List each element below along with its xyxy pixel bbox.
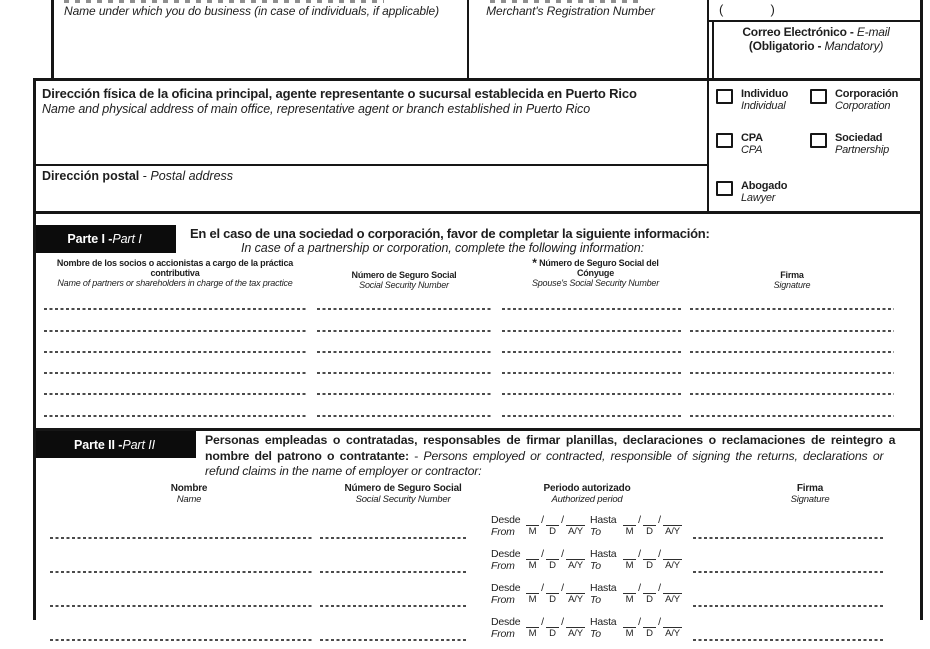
date-blank[interactable]: [623, 514, 636, 526]
part1-col-signature-header: Firma Signature: [773, 270, 811, 290]
part2-description: Personas empleadas o contratadas, responsables de firmar planillas, declaraciones o reclamaciones de reintegro a nombre del patrono o contratante: - Persons employed or contracted, responsible of signing the returns, declarations or refund claims in the name of employer or contractor:: [205, 433, 896, 479]
date-blank[interactable]: [643, 582, 656, 594]
form-outer-border: [33, 78, 36, 620]
employee-name-line[interactable]: [50, 639, 314, 641]
date-blank[interactable]: [546, 514, 559, 526]
cell-border: [33, 164, 709, 166]
part2-row: [0, 513, 930, 547]
entity-option-sociedad: Sociedad Partnership: [810, 132, 889, 156]
date-blank[interactable]: [526, 582, 539, 594]
to-label: To: [590, 628, 601, 640]
ssn-line[interactable]: [317, 415, 492, 417]
business-name-label: Name under which you do business (in case of individuals, if applicable): [64, 4, 440, 18]
physical-address-label-es: Dirección física de la oficina principal, agente representante o sucursal establecida en Puerto Rico: [42, 86, 637, 101]
spouse-ssn-line[interactable]: [502, 372, 682, 374]
part1-row: [44, 355, 894, 376]
part1-row: [44, 291, 894, 312]
part1-row: [44, 312, 894, 333]
part1-section-label: Parte I - Part I: [33, 225, 176, 253]
partner-name-line[interactable]: [44, 393, 306, 395]
ssn-line[interactable]: [317, 308, 492, 310]
email-mandatory-label: (Obligatorio - Mandatory): [748, 39, 884, 53]
date-blank[interactable]: [663, 548, 682, 560]
clipped-text-remnant: [490, 0, 640, 3]
authorized-period-field: Desde / / Hasta / / From M D A/Y To M D A/Y: [491, 548, 683, 572]
phone-input-area[interactable]: ( ): [719, 2, 776, 17]
employee-ssn-line[interactable]: [320, 537, 466, 539]
postal-address-label: Dirección postal - Postal address: [42, 169, 234, 183]
hasta-label: Hasta: [590, 514, 617, 526]
spouse-ssn-line[interactable]: [502, 308, 682, 310]
date-blank[interactable]: [566, 548, 585, 560]
employee-name-line[interactable]: [50, 605, 314, 607]
from-label: From: [491, 594, 515, 606]
signature-line[interactable]: [690, 330, 894, 332]
desde-label: Desde: [491, 514, 521, 526]
sociedad-label: Sociedad: [835, 132, 883, 144]
date-blank[interactable]: [663, 582, 682, 594]
individuo-label: Individuo: [741, 88, 789, 100]
part1-col-ssn-header: Número de Seguro Social Social Security Number: [351, 270, 457, 290]
employee-signature-line[interactable]: [693, 605, 885, 607]
part1-row: [44, 376, 894, 397]
employee-signature-line[interactable]: [693, 639, 885, 641]
physical-address-label-en: Name and physical address of main office, representative agent or branch established in Puerto Rico: [42, 102, 591, 116]
part2-col-ssn-header: Número de Seguro Social Social Security Number: [344, 483, 462, 505]
part1-col-partners-header: Nombre de los socios o accionistas a cargo de la práctica contributiva Name of partners or shareholders in charge of the tax practice: [56, 258, 294, 288]
employee-name-line[interactable]: [50, 571, 314, 573]
part1-rows: [44, 291, 894, 419]
email-label: Correo Electrónico - E-mail: [742, 25, 890, 39]
to-label: To: [590, 560, 601, 572]
spouse-ssn-line[interactable]: [502, 415, 682, 417]
part2-rows: [0, 513, 930, 649]
entity-option-abogado: Abogado Lawyer: [716, 180, 787, 204]
merchant-registration-label: Merchant's Registration Number: [486, 4, 655, 18]
part2-row: [0, 615, 930, 649]
desde-label: Desde: [491, 616, 521, 628]
signature-line[interactable]: [690, 308, 894, 310]
cpa-checkbox[interactable]: [716, 133, 733, 148]
part1-row: [44, 334, 894, 355]
date-blank[interactable]: [526, 616, 539, 628]
date-blank[interactable]: [546, 548, 559, 560]
cell-border: [51, 0, 54, 79]
clipped-text-remnant: [64, 0, 384, 3]
ssn-line[interactable]: [317, 372, 492, 374]
cell-border: [707, 0, 709, 213]
partner-name-line[interactable]: [44, 330, 306, 332]
partner-name-line[interactable]: [44, 415, 306, 417]
part2-col-signature-header: Firma Signature: [790, 483, 830, 505]
spouse-ssn-line[interactable]: [502, 330, 682, 332]
partner-name-line[interactable]: [44, 308, 306, 310]
desde-label: Desde: [491, 582, 521, 594]
signature-line[interactable]: [690, 372, 894, 374]
sociedad-checkbox[interactable]: [810, 133, 827, 148]
signature-line[interactable]: [690, 351, 894, 353]
spouse-ssn-line[interactable]: [502, 351, 682, 353]
partner-name-line[interactable]: [44, 351, 306, 353]
individuo-checkbox[interactable]: [716, 89, 733, 104]
hasta-label: Hasta: [590, 582, 617, 594]
from-label: From: [491, 560, 515, 572]
date-blank[interactable]: [643, 514, 656, 526]
date-blank[interactable]: [623, 548, 636, 560]
spouse-ssn-line[interactable]: [502, 393, 682, 395]
authorized-period-field: Desde / / Hasta / / From M D A/Y To M D A/Y: [491, 514, 683, 538]
corporacion-checkbox[interactable]: [810, 89, 827, 104]
authorized-period-field: Desde / / Hasta / / From M D A/Y To M D A/Y: [491, 616, 683, 640]
date-blank[interactable]: [566, 616, 585, 628]
employee-ssn-line[interactable]: [320, 605, 466, 607]
form-outer-border: [920, 0, 923, 620]
employee-signature-line[interactable]: [693, 571, 885, 573]
partner-name-line[interactable]: [44, 372, 306, 374]
hasta-label: Hasta: [590, 548, 617, 560]
ssn-line[interactable]: [317, 351, 492, 353]
section-divider: [33, 211, 923, 214]
part2-col-name-header: Nombre Name: [170, 483, 208, 505]
corporacion-label: Corporación: [835, 88, 899, 100]
authorized-period-field: Desde / / Hasta / / From M D A/Y To M D A/Y: [491, 582, 683, 606]
date-blank[interactable]: [566, 514, 585, 526]
date-blank[interactable]: [623, 616, 636, 628]
ssn-line[interactable]: [317, 330, 492, 332]
date-blank[interactable]: [643, 548, 656, 560]
to-label: To: [590, 594, 601, 606]
part2-col-period-header: Periodo autorizado Authorized period: [543, 483, 631, 505]
part2-section-label: Parte II - Part II: [33, 431, 196, 458]
date-blank[interactable]: [546, 616, 559, 628]
cell-border: [712, 21, 714, 79]
cell-border: [707, 20, 923, 22]
part1-heading-es: En el caso de una sociedad o corporación, favor de completar la siguiente información:: [190, 226, 710, 241]
date-blank[interactable]: [526, 514, 539, 526]
employee-signature-line[interactable]: [693, 537, 885, 539]
from-label: From: [491, 628, 515, 640]
date-blank[interactable]: [623, 582, 636, 594]
date-blank[interactable]: [546, 582, 559, 594]
part2-row: [0, 547, 930, 581]
hasta-label: Hasta: [590, 616, 617, 628]
abogado-checkbox[interactable]: [716, 181, 733, 196]
part2-row: [0, 581, 930, 615]
section-divider: [33, 428, 923, 431]
employee-ssn-line[interactable]: [320, 571, 466, 573]
desde-label: Desde: [491, 548, 521, 560]
signature-line[interactable]: [690, 415, 894, 417]
date-blank[interactable]: [566, 582, 585, 594]
ssn-line[interactable]: [317, 393, 492, 395]
date-blank[interactable]: [663, 616, 682, 628]
to-label: To: [590, 526, 601, 538]
from-label: From: [491, 526, 515, 538]
section-divider: [33, 78, 923, 81]
date-blank[interactable]: [643, 616, 656, 628]
date-blank[interactable]: [663, 514, 682, 526]
email-input-area[interactable]: [712, 25, 920, 53]
employee-name-line[interactable]: [50, 537, 314, 539]
part1-row: [44, 397, 894, 418]
part1-col-spouse-ssn-header: * Número de Seguro Social del Cónyuge Spouse's Social Security Number: [531, 256, 660, 288]
employee-ssn-line[interactable]: [320, 639, 466, 641]
date-blank[interactable]: [526, 548, 539, 560]
abogado-label: Abogado: [741, 180, 788, 192]
entity-option-cpa: CPA CPA: [716, 132, 763, 156]
cell-border: [467, 0, 469, 79]
part1-heading-en: In case of a partnership or corporation, complete the following information:: [240, 241, 645, 255]
signature-line[interactable]: [690, 393, 894, 395]
cpa-label: CPA: [741, 132, 763, 144]
entity-option-corporacion: Corporación Corporation: [810, 88, 898, 112]
entity-option-individuo: Individuo Individual: [716, 88, 788, 112]
